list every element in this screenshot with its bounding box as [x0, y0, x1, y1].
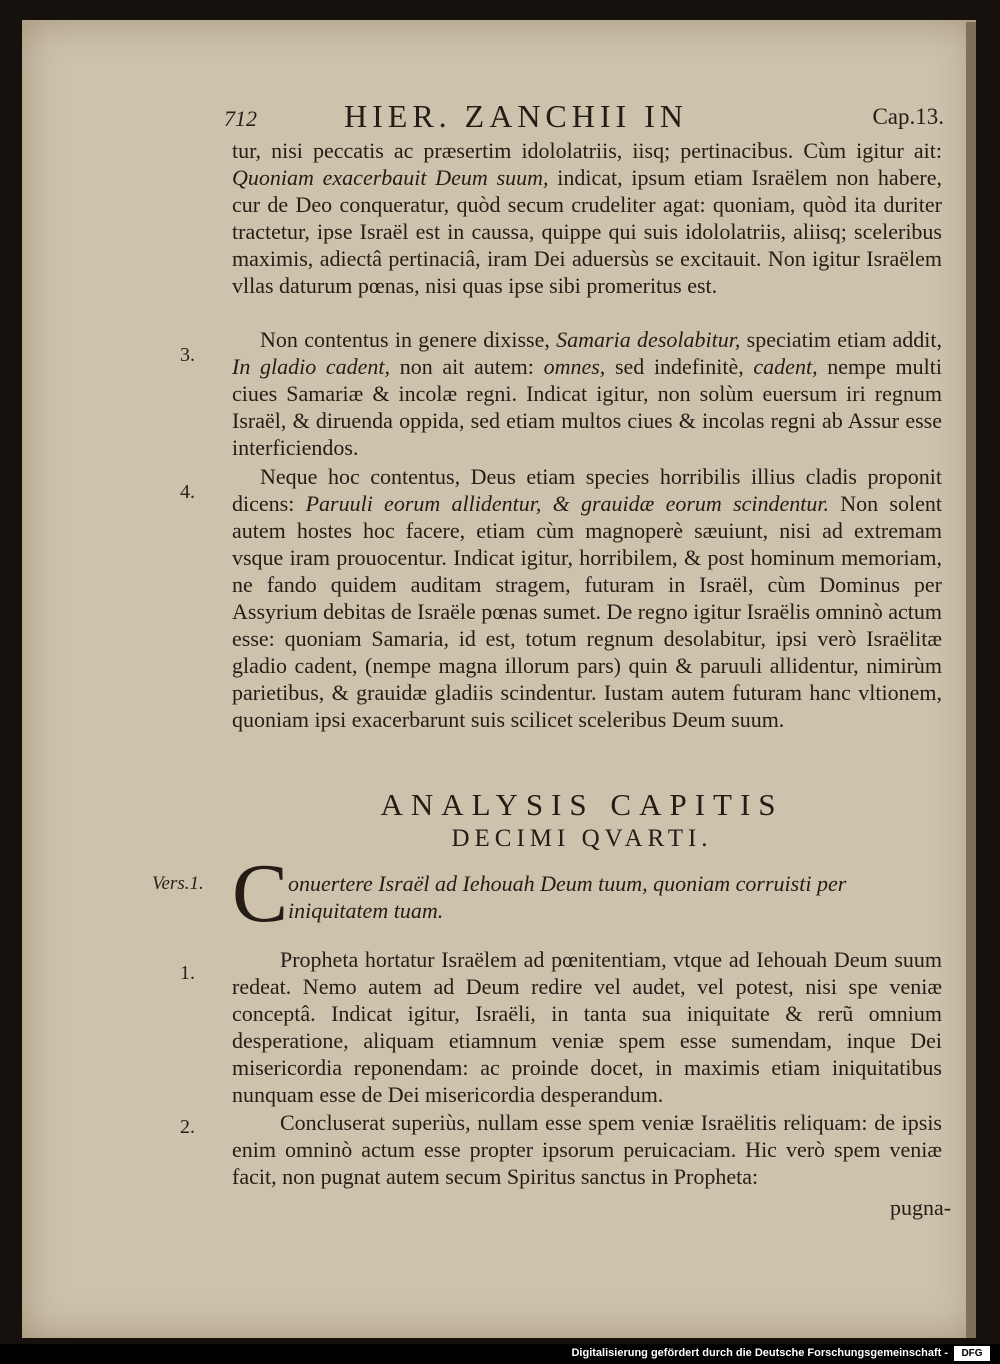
footer-bar	[0, 1344, 1000, 1364]
page-edge	[966, 22, 976, 1338]
page-number: 712	[224, 106, 257, 131]
verse-marker: Vers.1.	[152, 873, 204, 894]
text-run: sed indefinitè,	[605, 354, 754, 379]
analysis-subheading: DECIMI QVARTI.	[451, 825, 713, 852]
analysis-heading: ANALYSIS CAPITIS	[380, 787, 784, 822]
text-run: indicat, ipsum etiam Israëlem non habere, cur de Deo conqueratur, quòd secum crudeliter agat: quoniam, quòd ita duriter tractetur, ipse Israël est in caussa, quippe qui suis idololatriis, aliisq; sceleribus maximis, adiectâ pertinaciâ, iram Dei aduersùs se excitauit. Non igitur Israëlem vllas daturum pœnas, nisi quas ipse sibi promeritus est.	[232, 165, 942, 298]
text-run: Neque hoc contentus, Deus etiam species horribilis illius cladis proponit dicens:	[232, 464, 942, 516]
text-run: speciatim etiam addit,	[740, 327, 942, 352]
quote-text: Paruuli eorum allidentur, & grauidæ eorum scindentur.	[305, 491, 830, 516]
paragraph-5: Concluserat superiùs, nullam esse spem veniæ Israëlitis reliquam: de ipsis enim omninò actum esse propter ipsorum peruicaciam. Hic verò spem veniæ facit, non pugnat autem secum Spiritus sanctus in Propheta:	[232, 1110, 942, 1189]
margin-note-4: 4.	[180, 481, 195, 503]
catchword: pugna-	[890, 1195, 952, 1220]
chapter-label: Cap.13.	[872, 104, 944, 129]
text-run: Non solent autem hostes hoc facere, etiam cùm magnoperè sæuiunt, nisi ad extremam vsque iram prouocentur. Indicat igitur, horribilem, & post hominum memoriam, ne fando quidem auditam stragem, futuram in Israël, cùm Dominus per Assyrium debitas de Israële pœnas sumet. De regno igitur Israëlis omninò actum esse: quoniam Samaria, id est, totum regnum desolabitur, ipsi verò Israëlitæ gladio cadent, (nempe magna illorum pars) quin & paruuli allidentur, nimirùm parietibus, & grauidæ gladiis scindentur. Iustam autem futuram hanc vltionem, quoniam ipsi exacerbarunt suis scilicet sceleribus Deum suum.	[232, 491, 942, 732]
margin-note-2: 2.	[180, 1116, 195, 1138]
margin-note-1: 1.	[180, 962, 195, 984]
quote-text: Quoniam exacerbauit Deum suum,	[232, 165, 549, 190]
page-header	[224, 98, 944, 138]
paragraph-4: Propheta hortatur Israëlem ad pœnitentiam, vtque ad Iehouah Deum suum redeat. Nemo autem ad Deum redire vel audet, vel potest, nisi spe veniæ conceptâ. Indicat igitur, Israëli, in tanta sua iniquitate & rerũ omnium desperatione, aliquam etiamnum veniæ spem esse sumendam, inque Dei misericordia reponendam: ac proinde docet, in maximis etiam iniquitatibus nunquam esse de Dei misericordia desperandum.	[232, 947, 942, 1107]
quote-text: In gladio cadent,	[232, 354, 391, 379]
margin-note-3: 3.	[180, 344, 195, 366]
dfg-logo: DFG	[954, 1346, 990, 1361]
verse-lead-text: onuertere Israël ad Iehouah Deum tuum, quoniam corruisti per iniquitatem tuam.	[288, 871, 847, 923]
quote-text: omnes,	[543, 354, 606, 379]
text-run: nempe multi ciues Samariæ & incolæ regni. Indicat igitur, non solùm euersum iri regnum Israël, & diruenda oppida, sed etiam multos ciues & incolas regni ab Assur esse interficiendos.	[232, 354, 943, 460]
quote-text: Samaria desolabitur,	[556, 327, 741, 352]
running-title: HIER. ZANCHII IN	[344, 98, 688, 134]
text-run: non ait autem:	[390, 354, 544, 379]
footer-credit: Digitalisierung gefördert durch die Deutsche Forschungsgemeinschaft -	[571, 1347, 948, 1359]
text-run: Non contentus in genere dixisse,	[260, 327, 557, 352]
quote-text: cadent,	[753, 354, 818, 379]
paragraph-2	[232, 326, 942, 461]
paragraph-3	[232, 463, 942, 733]
text-run: tur, nisi peccatis ac præsertim idololatriis, iisq; pertinacibus. Cùm igitur ait:	[232, 138, 942, 163]
drop-cap: C	[232, 847, 289, 940]
paragraph-1	[232, 137, 942, 299]
